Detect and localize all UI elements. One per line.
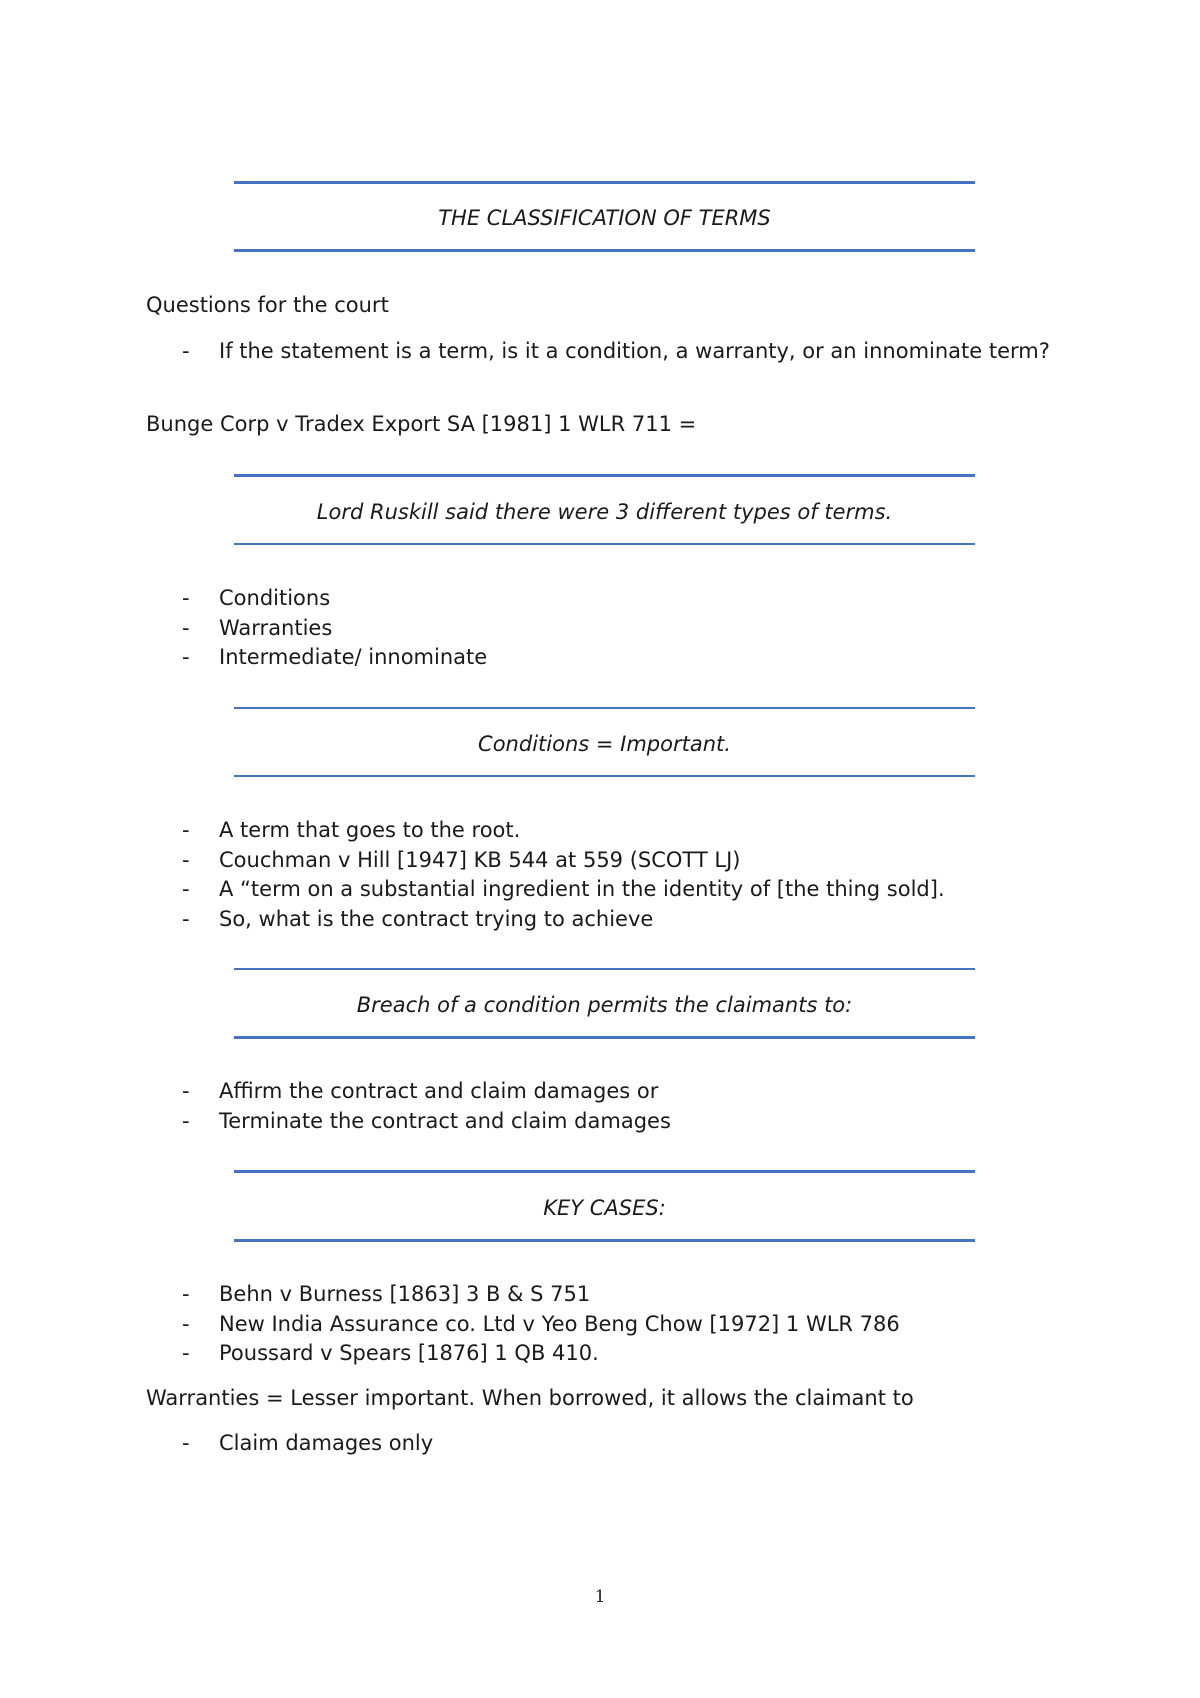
breach-bottom-rule	[234, 1036, 975, 1039]
bunge-case-line: Bunge Corp v Tradex Export SA [1981] 1 WLR 711 =	[146, 412, 697, 436]
list-item-text: A term that goes to the root.	[219, 818, 521, 842]
list-item	[182, 643, 487, 673]
bullet-dash: -	[182, 586, 190, 610]
list-item	[182, 1107, 671, 1137]
list-item-text: Affirm the contract and claim damages or	[219, 1079, 659, 1103]
conditions-bottom-rule	[234, 775, 975, 777]
breach-options-list	[182, 1077, 671, 1136]
key-cases-bottom-rule	[234, 1239, 975, 1242]
bullet-dash: -	[182, 877, 190, 901]
list-item	[182, 1280, 900, 1310]
bullet-dash: -	[182, 645, 190, 669]
bullet-dash: -	[182, 1431, 190, 1455]
list-item	[182, 584, 487, 614]
list-item-text: Couchman v Hill [1947] KB 544 at 559 (SCOTT LJ)	[219, 847, 741, 872]
bullet-dash: -	[182, 1341, 190, 1365]
ruskill-top-rule	[234, 474, 975, 477]
bullet-dash: -	[182, 1311, 190, 1336]
list-item	[182, 905, 945, 935]
list-item	[182, 614, 487, 644]
warranty-remedies-list	[182, 1429, 433, 1459]
title-top-rule	[234, 181, 975, 184]
list-item-text: Warranties	[219, 615, 333, 640]
term-types-list	[182, 584, 487, 673]
key-cases-list	[182, 1280, 900, 1369]
condition-points-list	[182, 816, 945, 934]
list-item-text: So, what is the contract trying to achieve	[219, 906, 654, 931]
list-item-text: Poussard v Spears [1876] 1 QB 410.	[219, 1341, 599, 1365]
bullet-dash: -	[182, 339, 190, 363]
conditions-top-rule	[234, 707, 975, 709]
list-item	[182, 1310, 900, 1340]
list-item-text: Claim damages only	[219, 1431, 434, 1455]
list-item	[182, 875, 945, 905]
bullet-dash: -	[182, 1282, 190, 1306]
list-item	[182, 846, 945, 876]
list-item	[182, 816, 945, 846]
bullet-dash: -	[182, 615, 190, 640]
breach-top-rule	[234, 968, 975, 970]
bullet-dash: -	[182, 1108, 190, 1133]
list-item	[182, 337, 1089, 366]
title-bottom-rule	[234, 249, 975, 252]
list-item-text: Behn v Burness [1863] 3 B & S 751	[219, 1282, 591, 1306]
page-title: THE CLASSIFICATION OF TERMS	[438, 206, 771, 230]
page-number: 1	[594, 1587, 606, 1607]
key-cases-banner: KEY CASES:	[543, 1196, 666, 1220]
questions-heading: Questions for the court	[146, 293, 389, 317]
breach-banner: Breach of a condition permits the claimants to:	[356, 993, 853, 1017]
list-item-text: Conditions	[219, 586, 331, 610]
list-item-text: If the statement is a term, is it a condition, a warranty, or an innominate term?	[219, 339, 1050, 363]
list-item	[182, 1339, 900, 1369]
list-item	[182, 1429, 433, 1459]
key-cases-top-rule	[234, 1170, 975, 1173]
list-item-text: A “term on a substantial ingredient in the identity of [the thing sold].	[219, 877, 945, 901]
list-item	[182, 1077, 671, 1107]
bullet-dash: -	[182, 818, 190, 842]
bullet-dash: -	[182, 906, 190, 931]
list-item-text: New India Assurance co. Ltd v Yeo Beng Chow [1972] 1 WLR 786	[219, 1311, 900, 1336]
list-item-text: Terminate the contract and claim damages	[219, 1108, 671, 1133]
bullet-dash: -	[182, 1079, 190, 1103]
conditions-banner: Conditions = Important.	[478, 732, 731, 756]
ruskill-banner: Lord Ruskill said there were 3 different types of terms.	[316, 500, 893, 524]
bullet-dash: -	[182, 847, 190, 872]
ruskill-bottom-rule	[234, 543, 975, 545]
warranties-paragraph: Warranties = Lesser important. When borrowed, it allows the claimant to	[146, 1386, 914, 1410]
questions-list	[182, 337, 1089, 366]
list-item-text: Intermediate/ innominate	[219, 645, 488, 669]
